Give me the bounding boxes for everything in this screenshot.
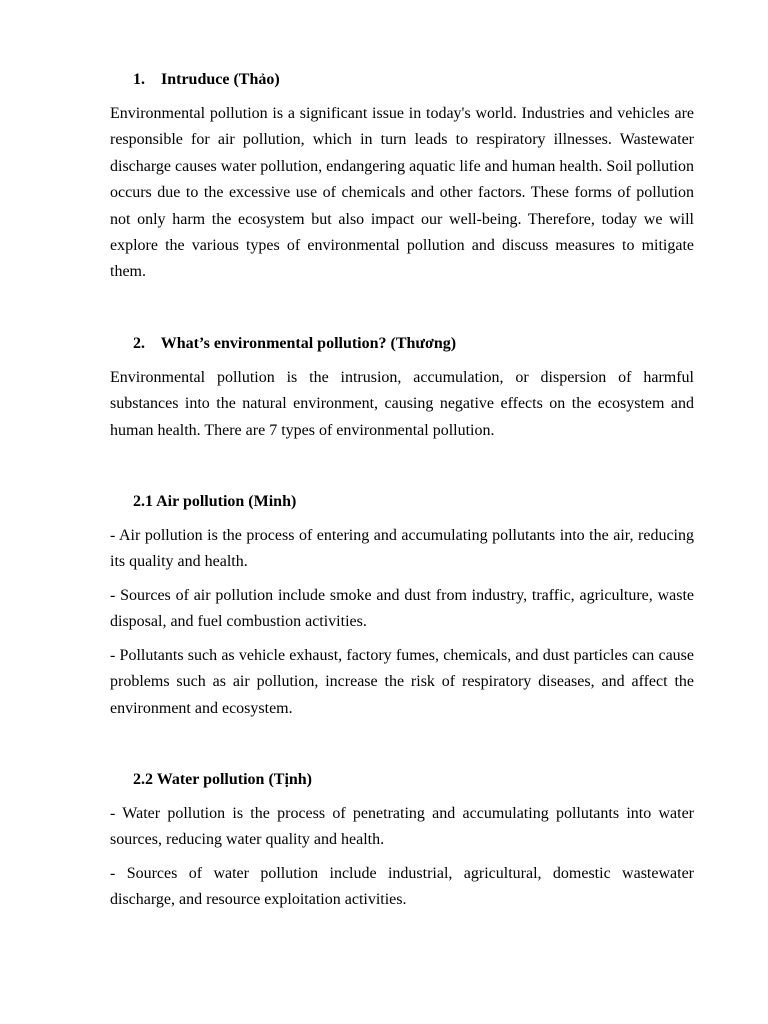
section-heading (133, 767, 694, 793)
section-definition (110, 331, 694, 444)
section-water-pollution (110, 767, 694, 914)
spacer (110, 451, 694, 489)
section-title: Water pollution (Tịnh) (156, 770, 313, 788)
bullet-paragraph: - Pollutants such as vehicle exhaust, factory fumes, chemicals, and dust particles can cause problems such as air pollution, increase the risk of respiratory diseases, and affect the environment and ecosystem. (110, 646, 694, 717)
section-number: 1. (133, 71, 145, 88)
section-heading (133, 331, 694, 357)
section-title: Air pollution (Minh) (156, 493, 297, 511)
spacer (110, 293, 694, 331)
bullet-paragraph: - Sources of air pollution include smoke and dust from industry, traffic, agriculture, waste disposal, and fuel combustion activities. (110, 586, 694, 631)
bullet-paragraph: - Air pollution is the process of entering and accumulating pollutants into the air, reducing its quality and health. (110, 527, 694, 571)
section-heading (133, 489, 694, 515)
section-number: 2. (133, 334, 145, 352)
paragraph: Environmental pollution is a significant issue in today's world. Industries and vehicles are responsible for air pollution, which in turn leads to respiratory illnesses. Wastewater discharge causes water pollution, endangering aquatic life and human health. Soil pollution occurs due to the excessive use of chemicals and other factors. These forms of pollution not only harm the ecosystem but also impact our well-being. Therefore, today we will explore the various types of environmental pollution and discuss measures to mitigate them. (110, 105, 694, 281)
spacer (110, 729, 694, 767)
section-number: 2.2 (133, 770, 153, 788)
bullet-paragraph: - Sources of water pollution include industrial, agricultural, domestic wastewater discharge, and resource exploitation activities. (110, 864, 694, 909)
section-title: What’s environmental pollution? (Thương) (160, 334, 457, 352)
section-introduce (110, 67, 694, 286)
section-number: 2.1 (133, 493, 153, 511)
section-air-pollution (110, 489, 694, 722)
paragraph: Environmental pollution is the intrusion, accumulation, or dispersion of harmful substances into the natural environment, causing negative effects on the ecosystem and human health. There are 7 types of environmental pollution. (110, 368, 694, 439)
section-title: Intruduce (Thảo) (161, 71, 280, 88)
section-heading (133, 67, 694, 93)
bullet-paragraph: - Water pollution is the process of penetrating and accumulating pollutants into water sources, reducing water quality and health. (110, 804, 694, 849)
